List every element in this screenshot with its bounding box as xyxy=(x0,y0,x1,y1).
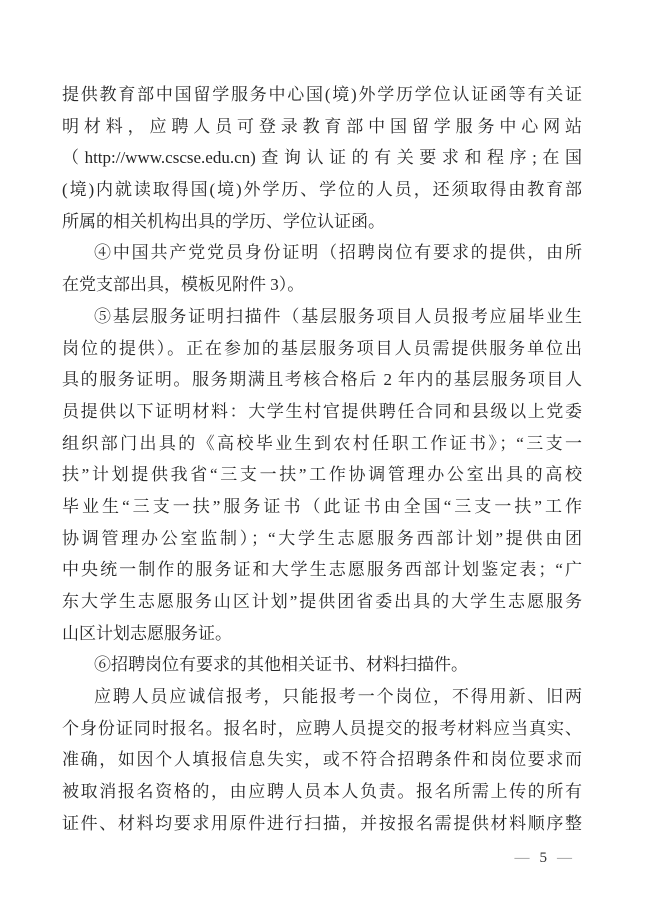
page-number-dash-right: — xyxy=(557,850,573,866)
text-line: (境)内就读取得国(境)外学历、学位的人员，还须取得由教育部 xyxy=(62,180,582,200)
text-line: 被取消报名资格的，由应聘人员本人负责。报名所需上传的所有 xyxy=(62,782,582,802)
text-line: 山区计划志愿服务证。 xyxy=(62,623,232,643)
text-line: 提供教育部中国留学服务中心国(境)外学历学位认证函等有关证 xyxy=(62,85,582,104)
page-number-dash-left: — xyxy=(514,850,531,866)
text-line: 明材料，应聘人员可登录教育部中国留学服务中心网站 xyxy=(62,116,582,136)
text-line: 具的服务证明。服务期满且考核合格后 2 年内的基层服务项目人 xyxy=(62,370,582,390)
text-line: 协调管理办公室监制）；“大学生志愿服务西部计划”提供由团 xyxy=(62,528,582,548)
text-line: ④中国共产党党员身份证明（招聘岗位有要求的提供，由所 xyxy=(94,243,582,263)
page-number-value: 5 xyxy=(539,850,548,866)
text-line: ⑤基层服务证明扫描件（基层服务项目人员报考应届毕业生 xyxy=(94,306,582,326)
text-line: ⑥招聘岗位有要求的其他相关证书、材料扫描件。 xyxy=(94,655,468,675)
text-line: 个身份证同时报名。报名时，应聘人员提交的报考材料应当真实、 xyxy=(62,718,582,738)
text-line: 组织部门出具的《高校毕业生到农村任职工作证书》；“三支一 xyxy=(62,433,582,453)
text-line: 岗位的提供）。正在参加的基层服务项目人员需提供服务单位出 xyxy=(62,338,582,358)
text-line: 所属的相关机构出具的学历、学位认证函。 xyxy=(62,211,385,231)
text-line: 东大学生志愿服务山区计划”提供团省委出具的大学生志愿服务 xyxy=(62,592,582,611)
text-line: 中央统一制作的服务证和大学生志愿服务西部计划鉴定表；“广 xyxy=(62,560,582,580)
text-line: 扶”计划提供我省“三支一扶”工作协调管理办公室出具的高校 xyxy=(62,465,582,485)
text-line: 员提供以下证明材料：大学生村官提供聘任合同和县级以上党委 xyxy=(62,401,582,421)
text-line: 准确，如因个人填报信息失实，或不符合招聘条件和岗位要求而 xyxy=(62,750,582,770)
document-body xyxy=(62,79,582,840)
text-line: 毕业生“三支一扶”服务证书（此证书由全国“三支一扶”工作 xyxy=(62,496,582,516)
text-line: 证件、材料均要求用原件进行扫描，并按报名需提供材料顺序整 xyxy=(62,813,582,833)
text-line: 应聘人员应诚信报考，只能报考一个岗位，不得用新、旧两 xyxy=(94,687,582,707)
text-line: （http://www.cscse.edu.cn)查询认证的有关要求和程序;在国 xyxy=(62,148,582,168)
text-line: 在党支部出具，模板见附件 3）。 xyxy=(62,275,305,295)
page-number xyxy=(515,850,574,867)
